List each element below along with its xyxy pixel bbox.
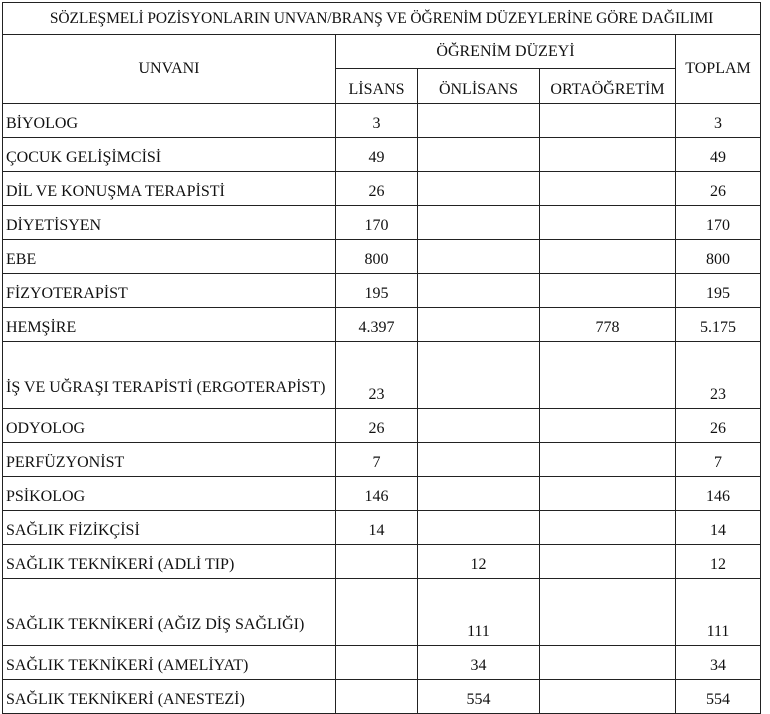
cell-onlisans: [418, 477, 540, 511]
header-ortaogretim: ORTAÖĞRETİM: [540, 69, 676, 104]
cell-toplam: 554: [676, 680, 761, 714]
cell-ortaogretim: [540, 680, 676, 714]
cell-ortaogretim: [540, 443, 676, 477]
header-toplam: TOPLAM: [676, 35, 761, 104]
table-row: [3, 545, 761, 579]
cell-toplam: 111: [676, 579, 761, 646]
cell-onlisans: [418, 240, 540, 274]
cell-toplam: 170: [676, 206, 761, 240]
table-row: [3, 138, 761, 172]
cell-toplam: 14: [676, 511, 761, 545]
cell-onlisans: [418, 172, 540, 206]
cell-onlisans: [418, 409, 540, 443]
table-row: [3, 240, 761, 274]
table-row: [3, 172, 761, 206]
cell-ortaogretim: [540, 104, 676, 138]
header-lisans: LİSANS: [336, 69, 418, 104]
cell-unvan: SAĞLIK FİZİKÇİSİ: [3, 511, 336, 545]
cell-onlisans: 111: [418, 579, 540, 646]
cell-lisans: [336, 646, 418, 680]
cell-onlisans: [418, 443, 540, 477]
table-row: [3, 579, 761, 646]
cell-lisans: 4.397: [336, 308, 418, 342]
cell-toplam: 49: [676, 138, 761, 172]
table-row: [3, 206, 761, 240]
cell-toplam: 26: [676, 409, 761, 443]
cell-ortaogretim: [540, 172, 676, 206]
table-row: [3, 342, 761, 409]
cell-toplam: 146: [676, 477, 761, 511]
cell-lisans: 26: [336, 409, 418, 443]
cell-toplam: 26: [676, 172, 761, 206]
table-row: [3, 274, 761, 308]
cell-toplam: 7: [676, 443, 761, 477]
cell-onlisans: [418, 104, 540, 138]
cell-ortaogretim: [540, 477, 676, 511]
cell-lisans: 800: [336, 240, 418, 274]
cell-ortaogretim: 778: [540, 308, 676, 342]
header-onlisans: ÖNLİSANS: [418, 69, 540, 104]
cell-onlisans: [418, 511, 540, 545]
cell-ortaogretim: [540, 646, 676, 680]
table-row: [3, 511, 761, 545]
cell-toplam: 3: [676, 104, 761, 138]
cell-lisans: 14: [336, 511, 418, 545]
cell-unvan: FİZYOTERAPİST: [3, 274, 336, 308]
table-row: [3, 680, 761, 714]
cell-toplam: 800: [676, 240, 761, 274]
cell-toplam: 12: [676, 545, 761, 579]
cell-lisans: 146: [336, 477, 418, 511]
cell-unvan: ODYOLOG: [3, 409, 336, 443]
table-row: [3, 409, 761, 443]
cell-unvan: PERFÜZYONİST: [3, 443, 336, 477]
header-ogrenim-duzeyi: ÖĞRENİM DÜZEYİ: [336, 35, 676, 69]
cell-ortaogretim: [540, 206, 676, 240]
cell-ortaogretim: [540, 579, 676, 646]
cell-onlisans: [418, 206, 540, 240]
cell-unvan: DİYETİSYEN: [3, 206, 336, 240]
cell-unvan: BİYOLOG: [3, 104, 336, 138]
cell-unvan: İŞ VE UĞRAŞI TERAPİSTİ (ERGOTERAPİST): [3, 342, 336, 409]
cell-unvan: HEMŞİRE: [3, 308, 336, 342]
table-row: [3, 477, 761, 511]
cell-lisans: 3: [336, 104, 418, 138]
cell-onlisans: 554: [418, 680, 540, 714]
cell-toplam: 34: [676, 646, 761, 680]
cell-ortaogretim: [540, 240, 676, 274]
table-row: [3, 104, 761, 138]
cell-ortaogretim: [540, 342, 676, 409]
cell-onlisans: [418, 308, 540, 342]
cell-lisans: [336, 680, 418, 714]
cell-ortaogretim: [540, 138, 676, 172]
cell-lisans: 26: [336, 172, 418, 206]
cell-unvan: DİL VE KONUŞMA TERAPİSTİ: [3, 172, 336, 206]
cell-toplam: 5.175: [676, 308, 761, 342]
table-row: [3, 646, 761, 680]
cell-ortaogretim: [540, 545, 676, 579]
cell-unvan: SAĞLIK TEKNİKERİ (AĞIZ DİŞ SAĞLIĞI): [3, 579, 336, 646]
cell-unvan: SAĞLIK TEKNİKERİ (ADLİ TIP): [3, 545, 336, 579]
cell-ortaogretim: [540, 511, 676, 545]
cell-ortaogretim: [540, 274, 676, 308]
cell-toplam: 23: [676, 342, 761, 409]
cell-onlisans: 34: [418, 646, 540, 680]
table-title: SÖZLEŞMELİ POZİSYONLARIN UNVAN/BRANŞ VE ÖĞRENİM DÜZEYLERİNE GÖRE DAĞILIMI: [3, 3, 761, 35]
header-unvan: UNVANI: [3, 35, 336, 104]
cell-unvan: ÇOCUK GELİŞİMCİSİ: [3, 138, 336, 172]
cell-lisans: 49: [336, 138, 418, 172]
cell-lisans: 170: [336, 206, 418, 240]
cell-onlisans: 12: [418, 545, 540, 579]
cell-toplam: 195: [676, 274, 761, 308]
table-row: [3, 443, 761, 477]
cell-unvan: SAĞLIK TEKNİKERİ (ANESTEZİ): [3, 680, 336, 714]
cell-onlisans: [418, 274, 540, 308]
cell-unvan: SAĞLIK TEKNİKERİ (AMELİYAT): [3, 646, 336, 680]
cell-ortaogretim: [540, 409, 676, 443]
cell-onlisans: [418, 138, 540, 172]
cell-lisans: 7: [336, 443, 418, 477]
cell-lisans: [336, 579, 418, 646]
cell-unvan: PSİKOLOG: [3, 477, 336, 511]
cell-onlisans: [418, 342, 540, 409]
cell-lisans: 23: [336, 342, 418, 409]
table-row: [3, 308, 761, 342]
table-body: [3, 104, 761, 714]
distribution-table: [2, 2, 761, 714]
cell-lisans: 195: [336, 274, 418, 308]
cell-lisans: [336, 545, 418, 579]
cell-unvan: EBE: [3, 240, 336, 274]
